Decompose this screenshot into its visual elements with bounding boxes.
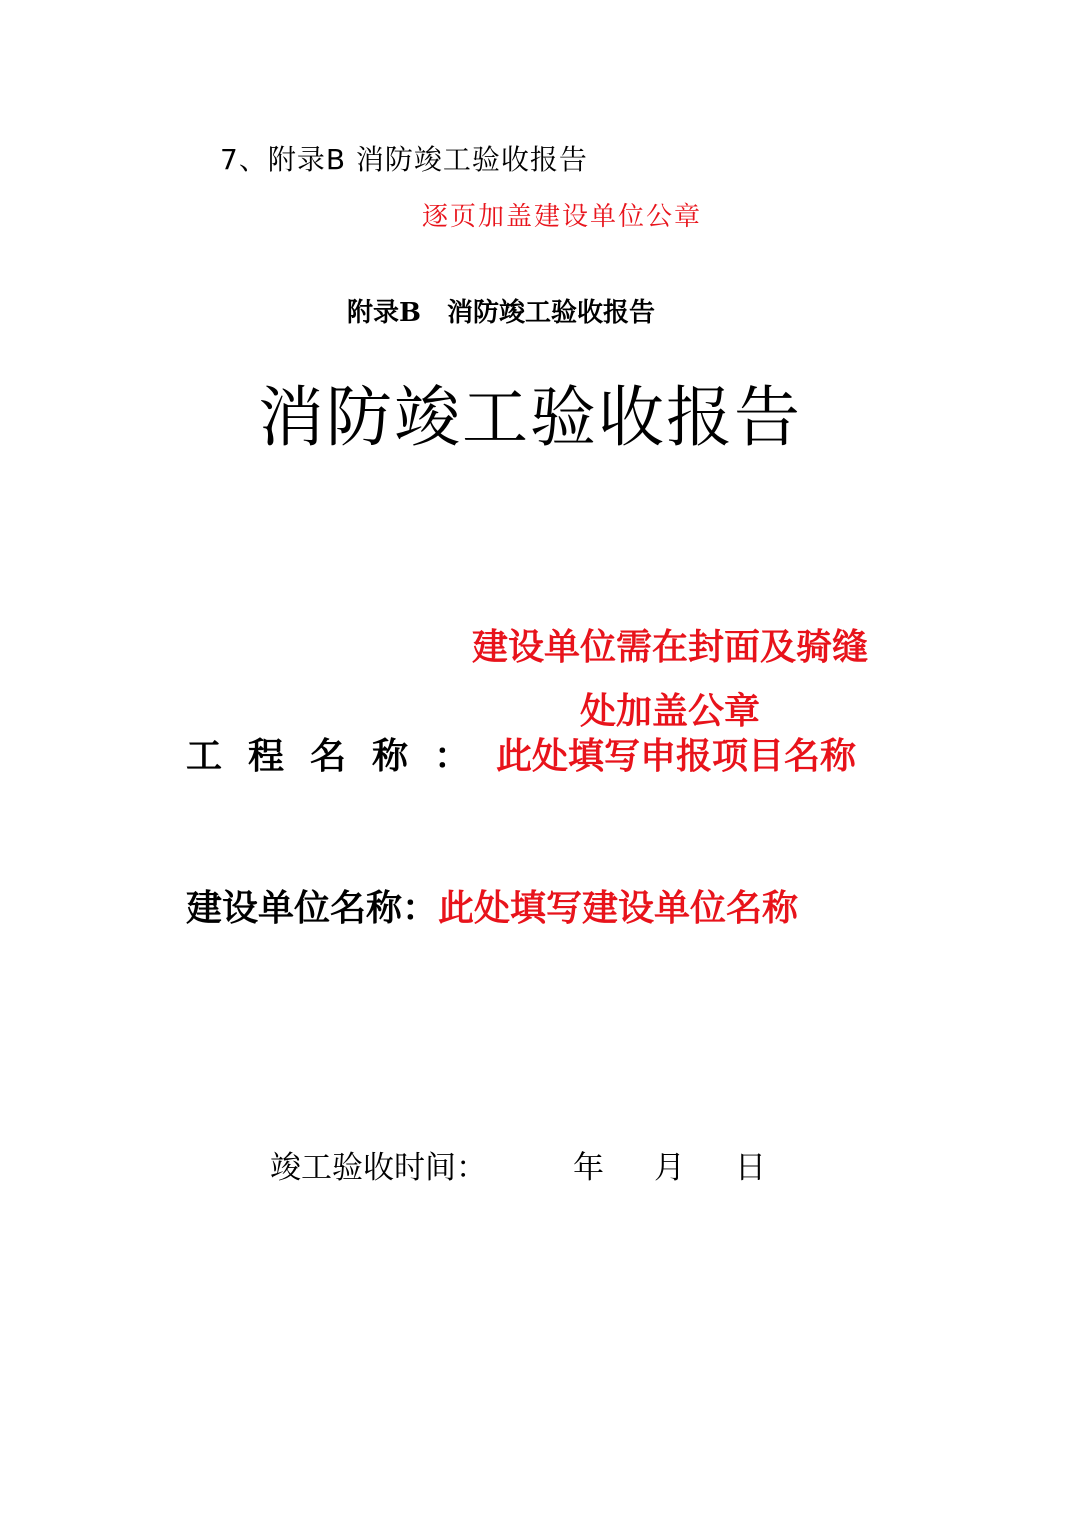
- appendix-label: 附录B 消防竣工验收报告: [347, 298, 655, 328]
- stamp-instruction: 建设单位需在封面及骑缝处加盖公章: [471, 626, 868, 732]
- project-name-value: 此处填写申报项目名称: [496, 735, 857, 777]
- completion-date-row: [270, 1142, 766, 1187]
- date-year-label: 年: [573, 1150, 604, 1186]
- construction-unit-label: 建设单位名称：: [186, 887, 439, 929]
- project-name-row: [186, 728, 856, 779]
- construction-unit-row: [186, 880, 798, 931]
- report-title: 消防竣工验收报告: [258, 379, 802, 456]
- completion-date-label: 竣工验收时间：: [270, 1150, 487, 1186]
- construction-unit-value: 此处填写建设单位名称: [438, 887, 799, 929]
- section-heading: 7、附录B 消防竣工验收报告: [220, 143, 588, 176]
- date-month-label: 月: [654, 1150, 685, 1186]
- date-day-label: 日: [735, 1150, 766, 1186]
- project-name-label: 工程名称：: [186, 735, 497, 777]
- stamp-instruction-top: 逐页加盖建设单位公章: [422, 202, 703, 232]
